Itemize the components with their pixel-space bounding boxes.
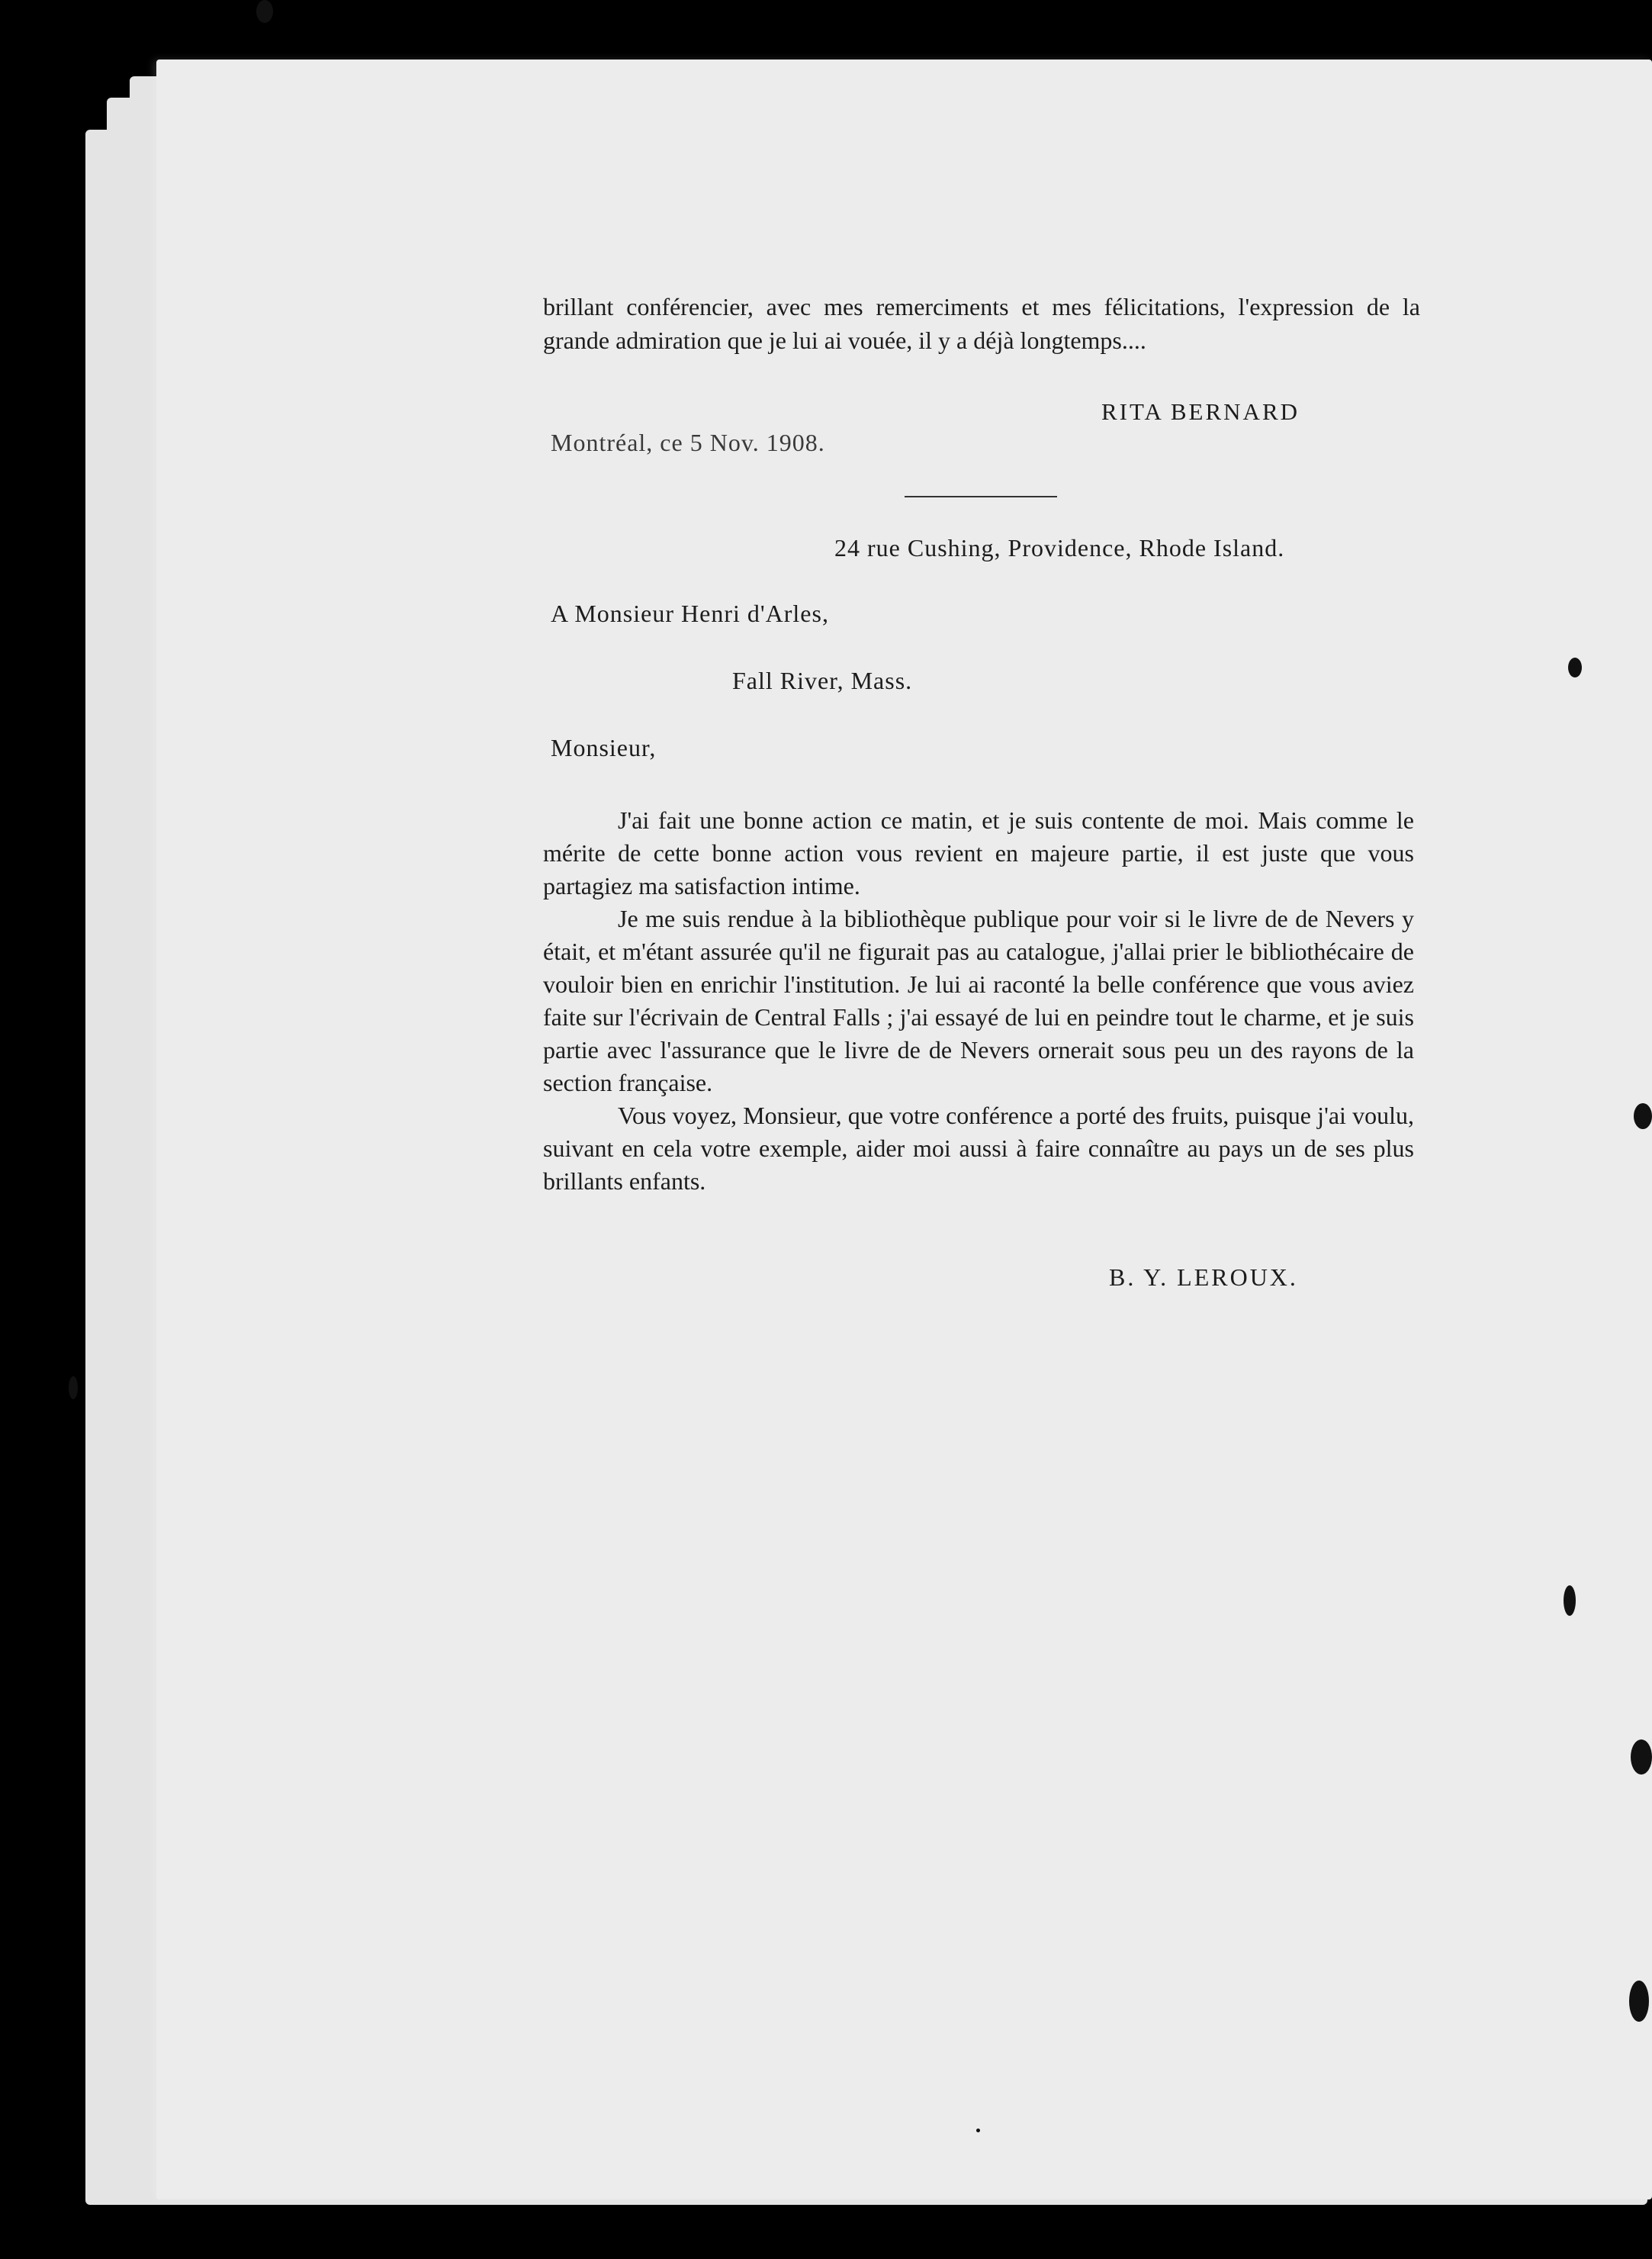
scan-speck: [256, 0, 273, 23]
letter-two-body: [543, 804, 1414, 1198]
letter-two-address: 24 rue Cushing, Providence, Rhode Island.: [834, 534, 1285, 562]
section-divider: [905, 496, 1057, 497]
scan-speck: [976, 2129, 980, 2132]
letter-two-recipient: A Monsieur Henri d'Arles,: [551, 600, 829, 627]
scan-speck: [69, 1376, 78, 1399]
letter-one-place-date: Montréal, ce 5 Nov. 1908.: [551, 429, 825, 456]
letter-two-paragraph: Je me suis rendue à la bibliothèque publique pour voir si le livre de de Nevers y était, et m'étant assurée qu'il ne figurait pas au catalogue, j'allai prier le bibliothécaire de vouloir bien en enrichir l'institution. Je lui ai raconté la belle conférence que vous aviez faite sur l'écrivain de Central Falls ; j'ai essayé de lui en peindre tout le charme, et je suis partie avec l'assurance que le livre de de Nevers ornerait sous peu un des rayons de la section française.: [543, 905, 1414, 1096]
letter-two-recipient-city: Fall River, Mass.: [732, 667, 913, 694]
letter-two-paragraph: J'ai fait une bonne action ce matin, et je suis contente de moi. Mais comme le mérite de cette bonne action vous revient en majeure partie, il est juste que vous partagiez ma satisfaction intime.: [543, 806, 1414, 899]
letter-two-paragraph: Vous voyez, Monsieur, que votre conférence a porté des fruits, puisque j'ai voulu, suivant en cela votre exemple, aider moi aussi à faire connaître au pays un de ses plus brillants enfants.: [543, 1102, 1414, 1195]
letter-two-signature: B. Y. LEROUX.: [1109, 1263, 1298, 1291]
scan-speck: [1634, 1103, 1652, 1129]
scan-speck: [1629, 1981, 1649, 2022]
scan-speck: [1568, 658, 1582, 677]
letter-one-closing: [543, 290, 1420, 357]
letter-one-closing-text: brillant conférencier, avec mes remerciments et mes félicitations, l'expression de la grande admiration que je lui ai vouée, il y a déjà longtemps....: [543, 293, 1420, 354]
scan-speck: [1631, 1739, 1652, 1775]
scan-speck: [1564, 1585, 1576, 1616]
letter-one-signature: RITA BERNARD: [1101, 398, 1300, 425]
letter-two-salutation: Monsieur,: [551, 734, 657, 761]
